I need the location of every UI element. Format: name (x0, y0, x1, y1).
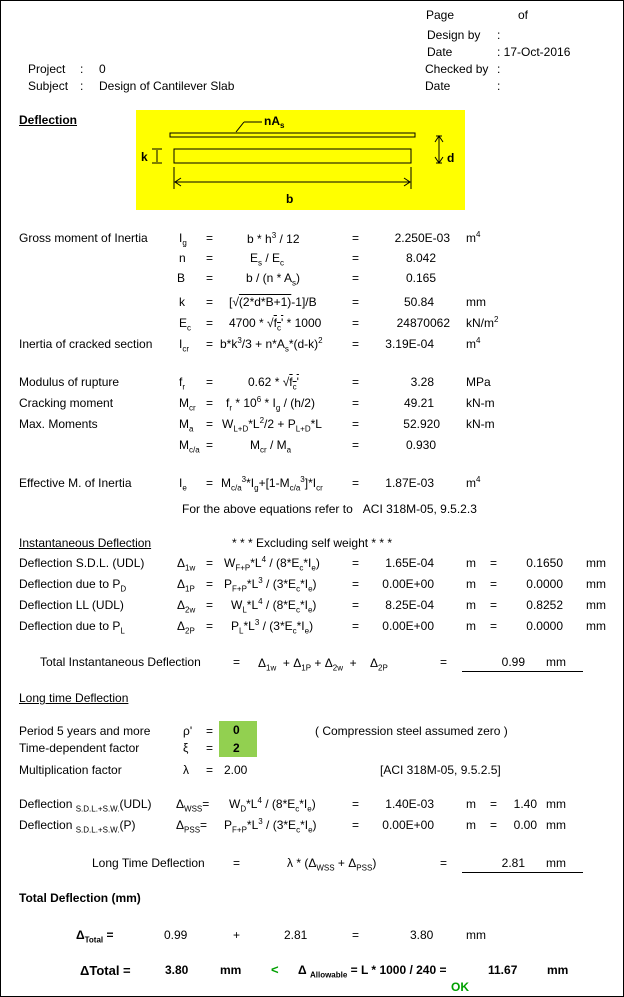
mult-ref: [ACI 318M-05, 9.5.2.5] (380, 763, 501, 777)
cracked-label: Inertia of cracked section (19, 337, 153, 351)
instant-total-unit: mm (546, 655, 566, 669)
expr-k: [√(2*d*B+1)-1]/B (229, 295, 317, 309)
instant-subtitle: * * * Excluding self weight * * * (232, 536, 393, 550)
rupture-unit: MPa (466, 375, 491, 389)
project-value: 0 (99, 62, 106, 76)
less-than: < (271, 962, 279, 977)
effective-note: For the above equations refer to ACI 318M-05, 9.5.2.3 (182, 502, 477, 516)
diagram-top-label: $nA_s$ (264, 114, 285, 130)
diagram-b-label: b (286, 192, 294, 206)
expr-b: b / $(n * A_s)$ (246, 271, 301, 288)
gross-val-b: 0.165 (405, 271, 436, 285)
date-label: Date (427, 45, 453, 59)
compression-note: ( Compression steel assumed zero ) (315, 724, 508, 738)
delta-total-label: $\Delta_{Total}$ = (76, 928, 114, 945)
instant-row-1-expr: $W_{F+P}*L^4 / (8*E_c*I_e)$ (224, 555, 320, 573)
instant-row-2-expr: $P_{F+P}*L^3 / (3*E_c*I_e)$ (224, 576, 317, 594)
instant-title: Instantaneous Deflection (19, 536, 152, 550)
instant-row-3-mm: 0.8252 (526, 598, 563, 612)
expr-ig: b * $h^3 / 12$ (247, 231, 300, 246)
sym-ec: $E_c$ (179, 316, 192, 333)
instant-total-val: 0.99 (501, 655, 525, 669)
cracked-val: 3.19E-04 (385, 337, 434, 351)
lt-row-1-expr: $W_D*L^4 / (8*E_c*I_e)$ (229, 796, 316, 814)
cracking-unit: kN-m (466, 396, 495, 410)
xi-input[interactable]: 2 (219, 740, 257, 757)
instant-row-1-label: Deflection S.D.L. (UDL) (19, 556, 145, 570)
lt-row-2-val: 0.00E+00 (382, 818, 434, 832)
effective-label: Effective M. of Inertia (19, 476, 132, 490)
expr-ec: $4700 * √f_c' * 1000$ (229, 316, 322, 333)
subject-label: Subject (28, 79, 69, 93)
instant-row-3-expr: $W_L*L^4 / (8*E_c*I_e)$ (231, 597, 317, 615)
effective-val: 1.87E-03 (385, 476, 434, 490)
instant-total-label: Total Instantaneous Deflection (40, 655, 201, 669)
effective-expr: $M_{c/a}^3*I_g+[1-M_{c/a}^3]*I_{cr}$ (221, 475, 323, 493)
project-colon: : (80, 62, 84, 76)
gross-val-k: 50.84 (403, 295, 434, 309)
instant-row-4-expr: $P_L*L^3 / (3*E_c*I_e)$ (231, 618, 314, 636)
diagram-k-label: k (141, 150, 148, 164)
time-factor-label: Time-dependent factor (19, 741, 140, 755)
instant-row-1-mm: 0.1650 (526, 556, 563, 570)
date-value: : 17-Oct-2016 (497, 45, 571, 59)
instant-row-4-val: 0.00E+00 (382, 619, 434, 633)
mult-factor-label: Multiplication factor (19, 763, 122, 777)
max-unit: kN-m (466, 417, 495, 431)
gross-val-ig: 2.250E-03 (394, 231, 450, 245)
max-val: 52.920 (403, 417, 440, 431)
final-delta-label: ΔTotal = (80, 963, 131, 978)
cracking-moment-label: Cracking moment (19, 396, 114, 410)
lt-row-2-mm: 0.00 (513, 818, 537, 832)
unit-m4: $m^4$ (466, 230, 481, 245)
gross-label: Gross moment of Inertia (19, 231, 148, 245)
gross-val-n: 8.042 (405, 251, 436, 265)
gross-unit-k: mm (466, 295, 486, 309)
lt-row-2-expr: $P_{F+P}*L^3 / (3*E_c*I_e)$ (224, 817, 317, 835)
allowable-val: 11.67 (488, 963, 518, 977)
instant-row-2-val: 0.00E+00 (382, 577, 434, 591)
expr-icr: $b*k^3/3 + n*A_s*(d-k)^2$ (220, 336, 323, 354)
ok-status: OK (451, 980, 469, 994)
of-label: of (518, 8, 529, 22)
ratio-val: 0.930 (405, 438, 436, 452)
max-expr: $W_{L+D}*L^2/2 + P_{L+D}*L$ (222, 416, 322, 434)
lt-total-label: Long Time Deflection (92, 856, 205, 870)
lt-total-unit: mm (546, 856, 566, 870)
cracking-expr: $f_r * 10^6 * I_g / (h/2)$ (226, 395, 315, 413)
lt-row-1-label: Deflection $_{S.D.L.+S.W.}$(UDL) (19, 797, 152, 814)
instant-row-4-label: Deflection due to $P_L$ (19, 619, 125, 636)
slab-section-diagram (136, 110, 465, 210)
instant-row-3-label: Deflection LL (UDL) (19, 598, 124, 612)
sym-b: B (177, 271, 186, 285)
unit-knm2: $kN/m^2$ (466, 315, 499, 330)
rho-input[interactable]: 0 (219, 721, 257, 740)
section-title: Deflection (19, 113, 78, 127)
lt-total-expr: $\lambda * (\Delta_{WSS} + \Delta_{PSS})$ (287, 856, 377, 873)
total-sum: 3.80 (410, 928, 434, 942)
longtime-title: Long time Deflection (19, 691, 129, 705)
design-by-value: : (497, 28, 501, 42)
rupture-val: 3.28 (410, 375, 434, 389)
gross-val-ec: 24870062 (396, 316, 450, 330)
lt-row-1-val: 1.40E-03 (385, 797, 434, 811)
lt-row-2-label: Deflection $_{S.D.L.+S.W.}$(P) (19, 818, 136, 835)
total-a: 0.99 (164, 928, 188, 942)
checked-by-value: : (497, 62, 501, 76)
instant-row-3-val: 8.25E-04 (385, 598, 434, 612)
subject-value: Design of Cantilever Slab (99, 79, 235, 93)
lambda-val: 2.00 (224, 763, 248, 777)
subject-colon: : (80, 79, 84, 93)
cracking-val: 49.21 (403, 396, 434, 410)
sym-icr: $I_{cr}$ (179, 337, 190, 354)
total-title: Total Deflection (mm) (19, 891, 141, 905)
diagram-d-label: d (447, 151, 455, 165)
date2-value: : (497, 79, 501, 93)
ratio-expr: $M_{cr} / M_a$ (250, 438, 292, 455)
lt-row-1-mm: 1.40 (513, 797, 537, 811)
project-label: Project (28, 62, 66, 76)
sym-ig: $I_g$ (179, 231, 187, 248)
checked-by-label: Checked by (425, 62, 489, 76)
design-by-label: Design by (427, 28, 481, 42)
sym-n: n (179, 251, 186, 265)
period-label: Period 5 years and more (19, 724, 151, 738)
sym-k: k (179, 295, 185, 309)
instant-row-2-label: Deflection due to $P_D$ (19, 577, 127, 594)
allowable-label: Δ $_{Allowable}$ = L * 1000 / 240 = (298, 963, 447, 980)
instant-row-1-val: 1.65E-04 (385, 556, 434, 570)
expr-n: $E_s / E_c$ (250, 251, 285, 268)
instant-total-expr: $\Delta_{1w} + \Delta_{1P} + \Delta_{2w}$ + $\Delta_{2P}$ (258, 656, 388, 673)
total-b: 2.81 (284, 928, 308, 942)
lt-total-val: 2.81 (501, 856, 525, 870)
date2-label: Date (425, 79, 451, 93)
instant-row-2-mm: 0.0000 (526, 577, 563, 591)
rupture-expr: $0.62 * √f_c'$ (248, 375, 299, 392)
max-moment-label: Max. Moments (19, 417, 98, 431)
rupture-label: Modulus of rupture (19, 375, 120, 389)
instant-row-4-mm: 0.0000 (526, 619, 563, 633)
page-label: Page (426, 8, 455, 22)
diagram-background (136, 110, 465, 210)
final-delta-val: 3.80 (165, 963, 189, 977)
